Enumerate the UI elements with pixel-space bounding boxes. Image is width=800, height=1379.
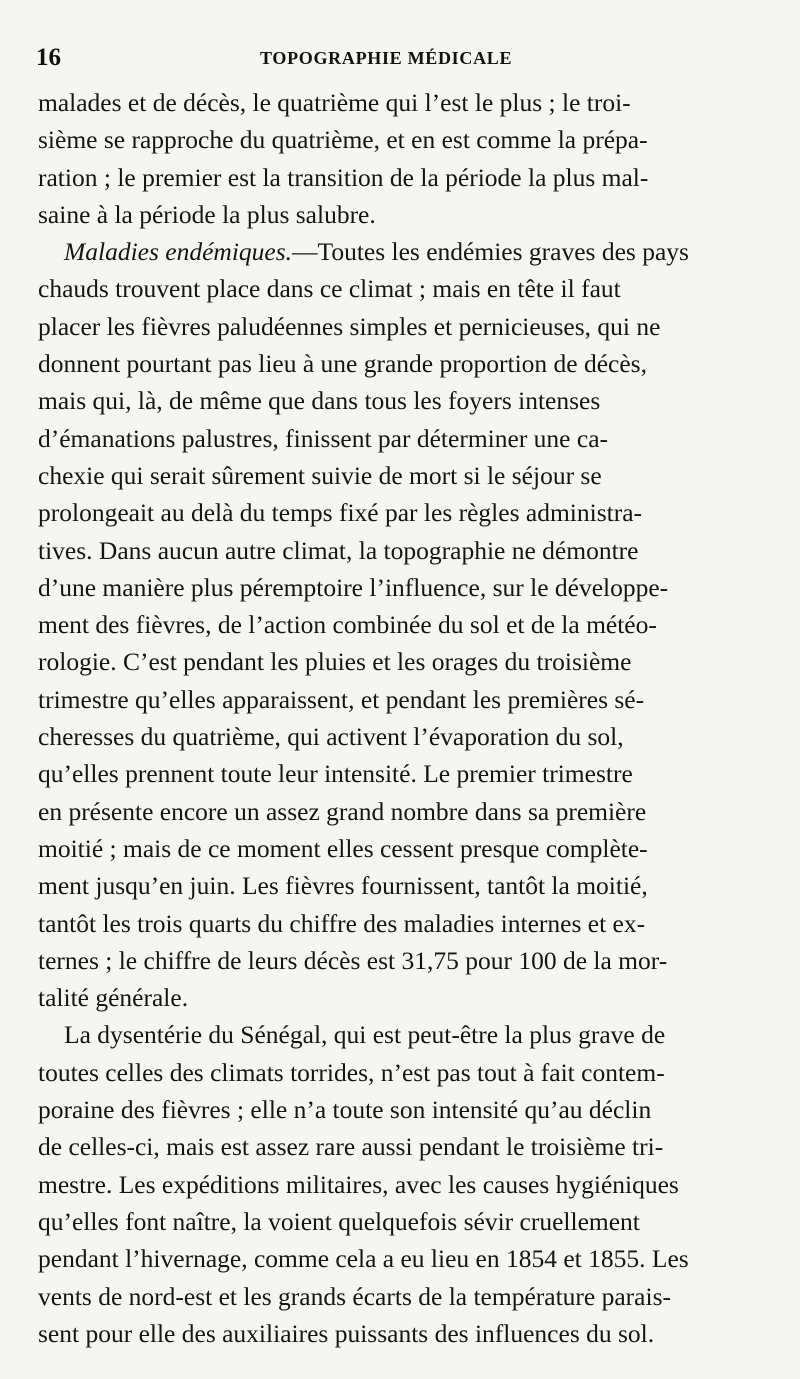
text-line bbox=[38, 1203, 758, 1240]
text-line bbox=[38, 569, 758, 606]
text-line bbox=[38, 718, 758, 755]
line-text: mais qui, là, de même que dans tous les foyers intenses bbox=[38, 386, 601, 416]
text-line bbox=[38, 830, 758, 867]
text-line bbox=[38, 681, 758, 718]
line-text: en présente encore un assez grand nombre dans sa première bbox=[38, 796, 647, 826]
line-text: qu’elles prennent toute leur intensité. Le premier trimestre bbox=[38, 759, 633, 789]
line-text: toutes celles des climats torrides, n’est pas tout à fait contem- bbox=[38, 1057, 665, 1087]
text-line bbox=[38, 196, 758, 233]
text-line bbox=[38, 159, 758, 196]
text-line bbox=[38, 1240, 758, 1277]
text-line bbox=[38, 1054, 758, 1091]
line-text: placer les fièvres paludéennes simples et pernicieuses, qui ne bbox=[38, 311, 661, 341]
line-text: sième se rapproche du quatrième, et en est comme la prépa- bbox=[38, 125, 648, 155]
text-line bbox=[38, 1128, 758, 1165]
line-text: ment jusqu’en juin. Les fièvres fournissent, tantôt la moitié, bbox=[38, 871, 648, 901]
line-text: tantôt les trois quarts du chiffre des maladies internes et ex- bbox=[38, 908, 646, 938]
text-line bbox=[38, 494, 758, 531]
line-text: cheresses du quatrième, qui activent l’évaporation du sol, bbox=[38, 722, 624, 752]
text-line bbox=[38, 270, 758, 307]
text-line bbox=[38, 942, 758, 979]
line-text: d’une manière plus péremptoire l’influence, sur le développe- bbox=[38, 572, 669, 602]
text-line bbox=[38, 606, 758, 643]
line-text: donnent pourtant pas lieu à une grande proportion de décès, bbox=[38, 349, 647, 379]
line-text: moitié ; mais de ce moment elles cessent presque complète- bbox=[38, 833, 648, 863]
running-head: TOPOGRAPHIE MÉDICALE bbox=[260, 48, 513, 68]
line-text: d’émanations palustres, finissent par déterminer une ca- bbox=[38, 423, 609, 453]
line-text: tives. Dans aucun autre climat, la topographie ne démontre bbox=[38, 535, 639, 565]
line-text: La dysentérie du Sénégal, qui est peut-être la plus grave de bbox=[64, 1020, 666, 1050]
text-line bbox=[38, 793, 758, 830]
line-text: ment des fièvres, de l’action combinée du sol et de la météo- bbox=[38, 610, 657, 640]
text-line bbox=[38, 345, 758, 382]
line-text: rologie. C’est pendant les pluies et les orages du troisième bbox=[38, 647, 632, 677]
line-text: de celles-ci, mais est assez rare aussi pendant le troisième tri- bbox=[38, 1132, 664, 1162]
text-line bbox=[38, 420, 758, 457]
body-text bbox=[38, 84, 758, 1352]
line-text: pendant l’hivernage, comme cela a eu lieu en 1854 et 1855. Les bbox=[38, 1244, 689, 1274]
text-line bbox=[38, 1278, 758, 1315]
line-text: malades et de décès, le quatrième qui l’est le plus ; le troi- bbox=[38, 88, 631, 117]
page-number: 16 bbox=[36, 44, 61, 71]
line-text: mestre. Les expéditions militaires, avec les causes hygiéniques bbox=[38, 1169, 679, 1199]
line-text: vents de nord-est et les grands écarts de la température parais- bbox=[38, 1281, 671, 1311]
text-line bbox=[38, 867, 758, 904]
line-text: poraine des fièvres ; elle n’a toute son intensité qu’au déclin bbox=[38, 1095, 652, 1125]
text-line bbox=[38, 233, 758, 270]
section-heading-inline: Maladies endémiques. bbox=[64, 237, 293, 267]
text-line bbox=[38, 382, 758, 419]
text-line bbox=[38, 121, 758, 158]
text-line bbox=[38, 532, 758, 569]
line-text: sent pour elle des auxiliaires puissants des influences du sol. bbox=[38, 1318, 655, 1348]
text-line bbox=[38, 84, 758, 121]
line-text: qu’elles font naître, la voient quelquefois sévir cruellement bbox=[38, 1206, 640, 1236]
line-text: trimestre qu’elles apparaissent, et pendant les premières sé- bbox=[38, 684, 645, 714]
line-text: chauds trouvent place dans ce climat ; mais en tête il faut bbox=[38, 274, 621, 304]
text-line bbox=[38, 905, 758, 942]
text-line bbox=[38, 979, 758, 1016]
text-line bbox=[38, 1315, 758, 1352]
line-text: ration ; le premier est la transition de la période la plus mal- bbox=[38, 162, 649, 192]
line-text: ternes ; le chiffre de leurs décès est 31,75 pour 100 de la mor- bbox=[38, 945, 668, 975]
text-line bbox=[38, 643, 758, 680]
text-line bbox=[38, 1016, 758, 1053]
text-line bbox=[38, 1091, 758, 1128]
line-text: prolongeait au delà du temps fixé par les règles administra- bbox=[38, 498, 643, 528]
line-text: saine à la période la plus salubre. bbox=[38, 199, 376, 229]
text-line bbox=[38, 755, 758, 792]
page-header bbox=[36, 44, 756, 76]
text-line bbox=[38, 457, 758, 494]
text-line bbox=[38, 1166, 758, 1203]
line-text: chexie qui serait sûrement suivie de mort si le séjour se bbox=[38, 460, 602, 490]
text-line bbox=[38, 308, 758, 345]
line-text: talité générale. bbox=[38, 983, 189, 1013]
line-text: —Toutes les endémies graves des pays bbox=[292, 237, 689, 267]
